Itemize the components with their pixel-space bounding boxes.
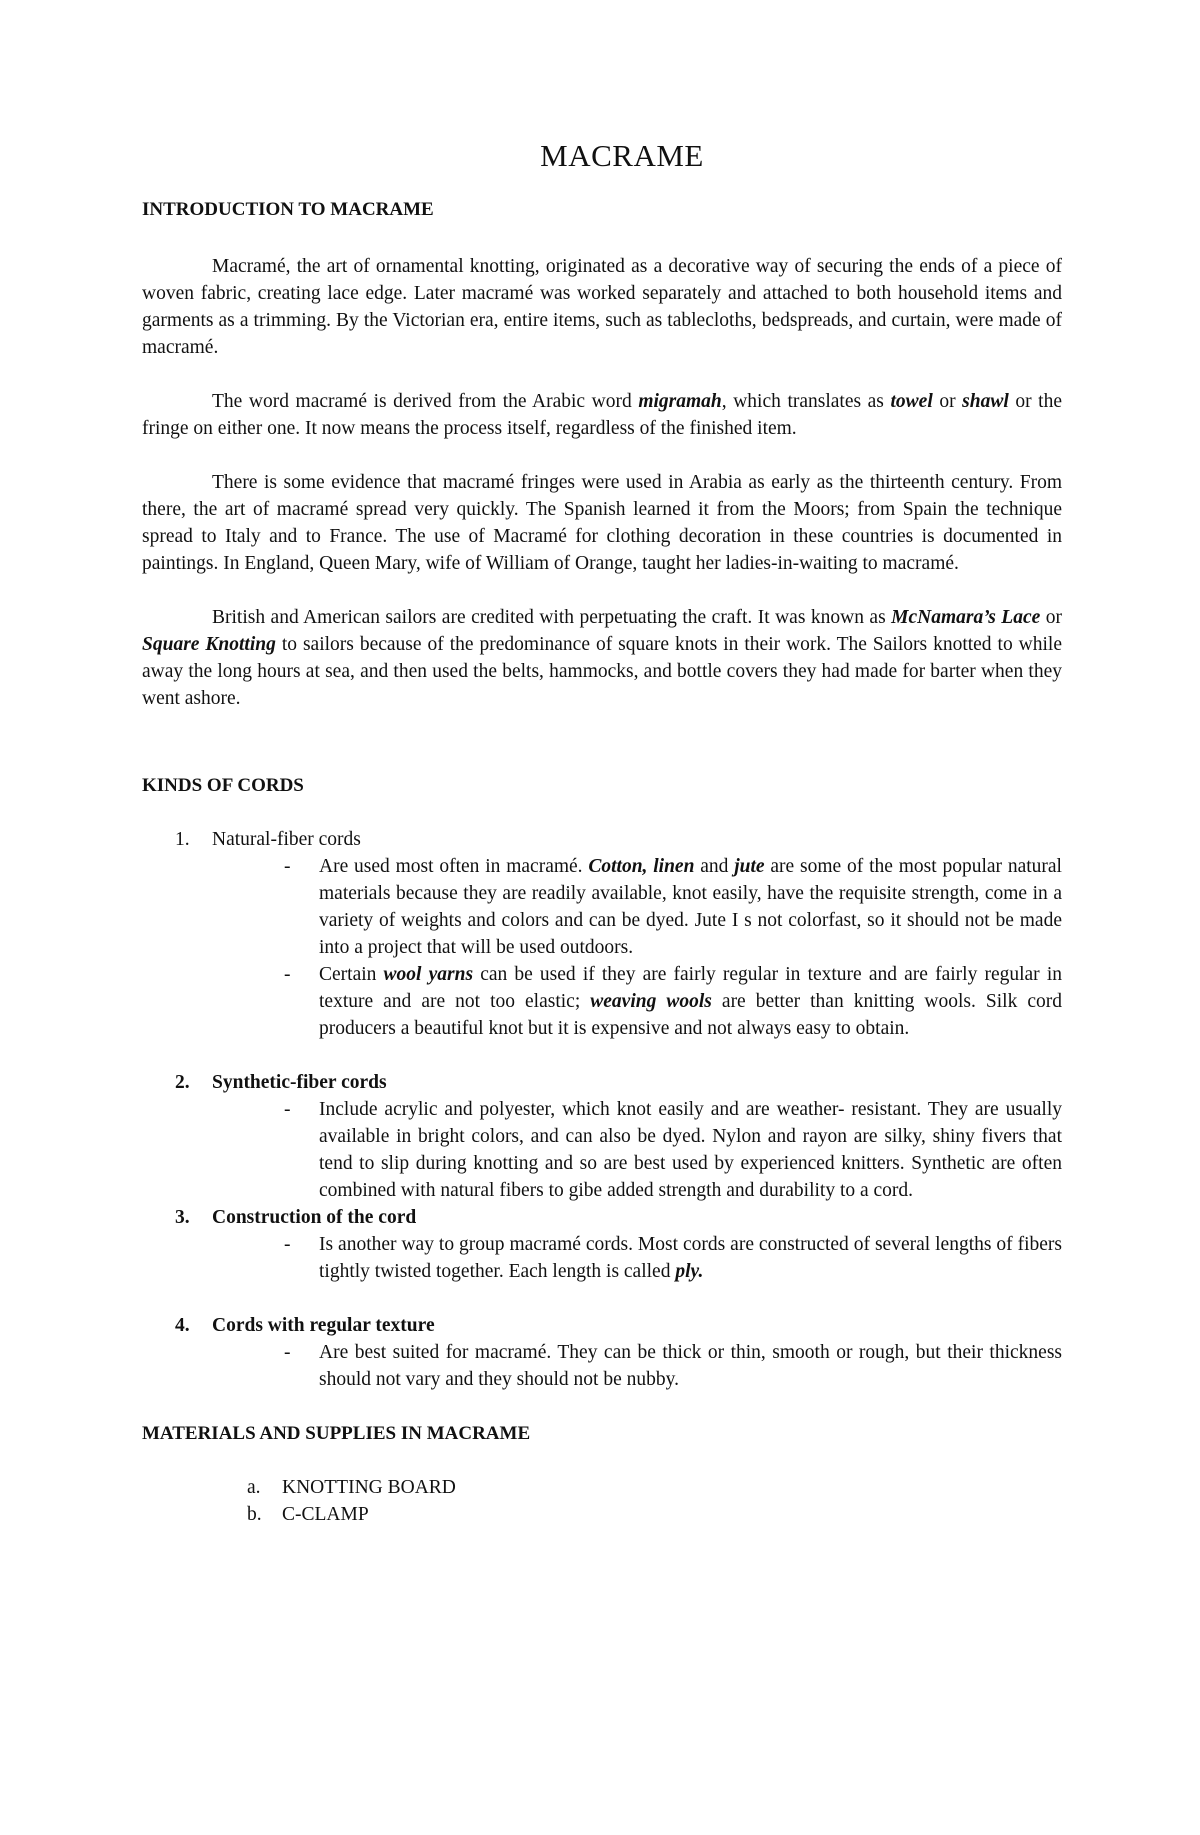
list-item-title (142, 1312, 1062, 1339)
spacer (142, 577, 1062, 604)
text-run: , which translates as (721, 391, 891, 412)
list-item-label: Cords with regular texture (212, 1315, 435, 1336)
spacer (142, 361, 1062, 388)
text-run: Are best suited for macramé. They can be thick or thin, smooth or rough, but their thickness should not vary and they should not be nubby. (319, 1342, 1062, 1390)
list-item-label: Natural-fiber cords (212, 829, 361, 850)
emphasis-term: towel (890, 391, 933, 412)
text-run: and (694, 856, 735, 877)
text-run: or (932, 391, 963, 412)
list-item-title (142, 1069, 1062, 1096)
cords-list (142, 826, 1062, 1393)
spacer (142, 1447, 1062, 1474)
spacer (142, 1042, 1062, 1069)
list-number: 3. (175, 1207, 190, 1228)
list-item-title (142, 1204, 1062, 1231)
list-bullet (142, 961, 1062, 1042)
emphasis-term: Square Knotting (142, 634, 276, 655)
list-item-label: C-CLAMP (282, 1504, 369, 1525)
emphasis-term: migramah (638, 391, 722, 412)
list-number: 1. (175, 829, 190, 850)
text-run: Include acrylic and polyester, which knot easily and are weather- resistant. They are usually available in bright colors, and can also be dyed. Nylon and rayon are silky, shiny fivers that tend to slip during knotting and so are best used by experienced knitters. Synthetic are often combined with natural fibers to gibe added strength and durability to a cord. (319, 1099, 1062, 1201)
list-item-label: Construction of the cord (212, 1207, 417, 1228)
dash-bullet: - (284, 964, 291, 985)
emphasis-term: jute (734, 856, 765, 877)
emphasis-term: weaving wools (590, 991, 712, 1012)
spacer (142, 712, 1062, 772)
cords-heading: KINDS OF CORDS (142, 775, 304, 796)
dash-bullet: - (284, 1234, 291, 1255)
intro-paragraph-3: There is some evidence that macramé fringes were used in Arabia as early as the thirteenth century. From there, the art of macramé spread very quickly. The Spanish learned it from the Moors; from Spain the technique spread to Italy and to France. The use of Macramé for clothing decoration in these countries is documented in paintings. In England, Queen Mary, wife of William of Orange, taught her ladies-in-waiting to macramé. (142, 472, 1062, 574)
list-item (142, 1474, 1062, 1501)
dash-bullet: - (284, 856, 291, 877)
materials-heading: MATERIALS AND SUPPLIES IN MACRAME (142, 1423, 531, 1444)
spacer (142, 442, 1062, 469)
intro-heading: INTRODUCTION TO MACRAME (142, 199, 434, 220)
text-run: British and American sailors are credited with perpetuating the craft. It was known as (212, 607, 892, 628)
list-letter: b. (247, 1504, 262, 1525)
spacer (142, 799, 1062, 826)
list-item-title (142, 826, 1062, 853)
emphasis-term: wool yarns (383, 964, 474, 985)
list-letter: a. (247, 1477, 261, 1498)
list-number: 2. (175, 1072, 190, 1093)
text-run: to sailors because of the predominance of square knots in their work. The Sailors knotted to while away the long hours at sea, and then used the belts, hammocks, and bottle covers they had made for barter when they went ashore. (142, 634, 1062, 709)
list-item-label: KNOTTING BOARD (282, 1477, 456, 1498)
list-number: 4. (175, 1315, 190, 1336)
text-run: or (1040, 607, 1062, 628)
document-page (142, 138, 1062, 1528)
spacer (142, 1285, 1062, 1312)
list-item-label: Synthetic-fiber cords (212, 1072, 387, 1093)
text-run: are better than knitting wools. Silk cord producers a beautiful knot but it is expensive and not always easy to obtain. (319, 991, 1062, 1039)
list-bullet (142, 1339, 1062, 1393)
emphasis-term: shawl (962, 391, 1009, 412)
dash-bullet: - (284, 1342, 291, 1363)
dash-bullet: - (284, 1099, 291, 1120)
text-run: or the fringe on either one. It now means the process itself, regardless of the finished item. (142, 391, 1062, 439)
list-bullet (142, 853, 1062, 961)
emphasis-term: McNamara’s Lace (891, 607, 1041, 628)
list-item (142, 1501, 1062, 1528)
intro-paragraph-1: Macramé, the art of ornamental knotting, originated as a decorative way of securing the ends of a piece of woven fabric, creating lace edge. Later macramé was worked separately and attached to both household items and garments as a trimming. By the Victorian era, entire items, such as tablecloths, bedspreads, and curtain, were made of macramé. (142, 256, 1062, 358)
emphasis-term: ply. (675, 1261, 704, 1282)
spacer (142, 1393, 1062, 1420)
intro-paragraph-4 (142, 604, 1062, 712)
text-run: can be used if they are fairly regular in texture and are fairly regular in texture and are not too elastic; (319, 964, 1062, 1012)
document-title: MACRAME (540, 138, 704, 173)
list-bullet (142, 1231, 1062, 1285)
text-run: are some of the most popular natural materials because they are readily available, knot easily, have the requisite strength, come in a variety of weights and colors and can be dyed. Jute I s not colorfast, so it should not be made into a project that will be used outdoors. (319, 856, 1062, 958)
text-run: Certain (319, 964, 384, 985)
text-run: The word macramé is derived from the Arabic word (212, 391, 639, 412)
text-run: Is another way to group macramé cords. Most cords are constructed of several lengths of fibers tightly twisted together. Each length is called (319, 1234, 1062, 1282)
materials-list (142, 1474, 1062, 1528)
emphasis-term: Cotton, linen (588, 856, 695, 877)
intro-paragraph-2 (142, 388, 1062, 442)
text-run: Are used most often in macramé. (319, 856, 589, 877)
spacer (142, 223, 1062, 253)
list-bullet (142, 1096, 1062, 1204)
